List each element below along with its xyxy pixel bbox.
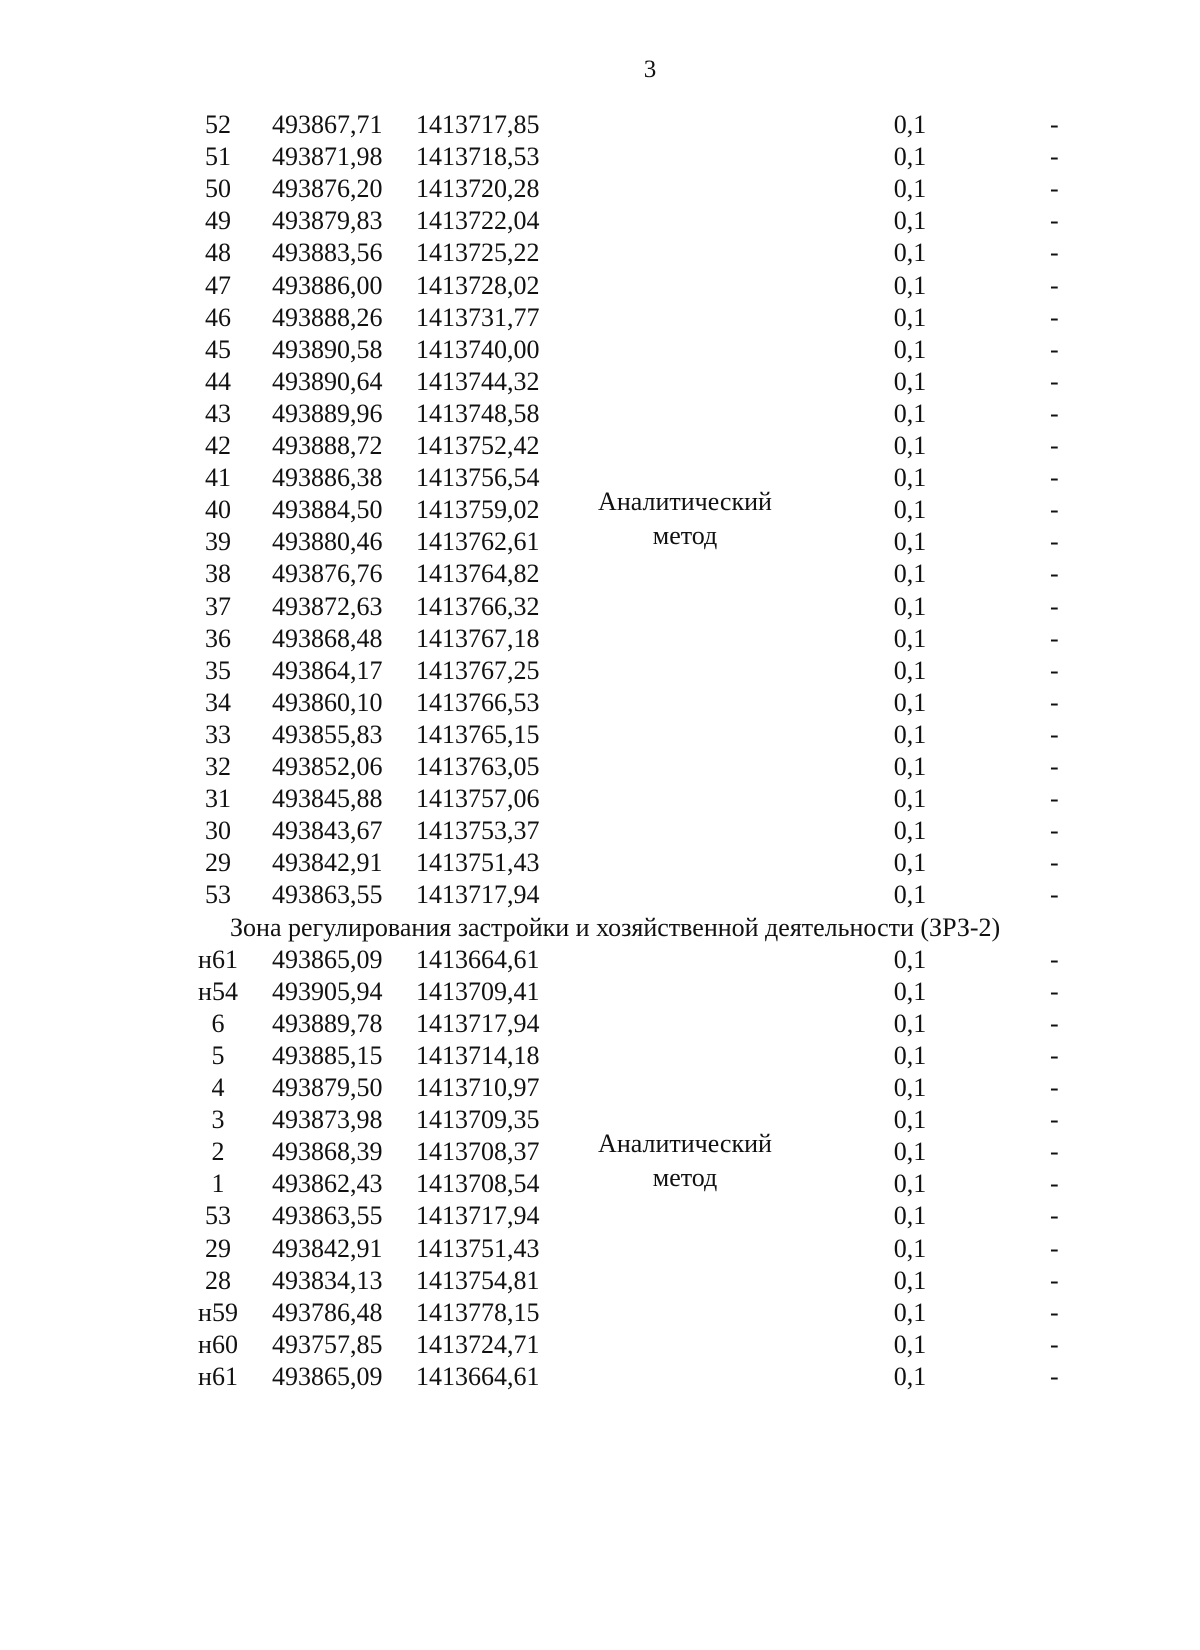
accuracy-value: 0,1: [893, 848, 927, 878]
dash-cell: -: [1050, 752, 1059, 781]
dash-cell: -: [1050, 1137, 1059, 1167]
dash-cell: -: [1050, 142, 1059, 172]
point-id: 41: [205, 463, 231, 493]
table-row: [0, 1360, 1200, 1394]
coord-y: 1413717,94: [416, 880, 540, 910]
point-id: 31: [205, 784, 231, 814]
accuracy-value: 0,1: [893, 1297, 927, 1327]
coord-y: 1413754,81: [416, 1265, 540, 1295]
dash-cell: -: [1050, 880, 1059, 910]
coord-y: 1413766,32: [416, 591, 540, 621]
coord-x: 493885,15: [272, 1040, 383, 1070]
coord-y: 1413757,06: [416, 784, 540, 814]
coord-x: 493867,71: [272, 110, 383, 139]
table-row: [0, 204, 1200, 238]
coord-x: 493873,98: [272, 1105, 383, 1135]
coord-x: 493905,94: [272, 976, 383, 1006]
point-id: 48: [205, 238, 231, 268]
table-row: [0, 333, 1200, 367]
accuracy-value: 0,1: [893, 1329, 927, 1359]
table-row: [0, 814, 1200, 848]
dash-cell: -: [1050, 238, 1059, 268]
accuracy-value: 0,1: [893, 687, 927, 717]
coord-x: 493889,78: [272, 1008, 383, 1038]
accuracy-value: 0,1: [893, 238, 927, 268]
table-row: [0, 846, 1200, 880]
coord-x: 493880,46: [272, 527, 383, 557]
accuracy-value: 0,1: [893, 880, 927, 910]
table-row: [0, 397, 1200, 431]
point-id: 30: [205, 816, 231, 846]
coord-y: 1413744,32: [416, 366, 540, 396]
coord-y: 1413752,42: [416, 431, 540, 460]
accuracy-value: 0,1: [893, 1169, 927, 1199]
point-id: 38: [205, 559, 231, 589]
method-line-2: метод: [652, 1163, 718, 1193]
dash-cell: -: [1050, 1169, 1059, 1199]
dash-cell: -: [1050, 302, 1059, 332]
point-id: 47: [205, 270, 231, 300]
dash-cell: -: [1050, 431, 1059, 460]
accuracy-value: 0,1: [893, 1008, 927, 1038]
dash-cell: -: [1050, 110, 1059, 139]
coord-y: 1413759,02: [416, 495, 540, 525]
coord-y: 1413762,61: [416, 527, 540, 557]
point-id: 29: [205, 1233, 231, 1263]
coord-y: 1413740,00: [416, 334, 540, 364]
dash-cell: -: [1050, 174, 1059, 204]
coord-x: 493883,56: [272, 238, 383, 268]
accuracy-value: 0,1: [893, 527, 927, 557]
dash-cell: -: [1050, 1361, 1059, 1391]
point-id: н61: [198, 944, 238, 974]
dash-cell: -: [1050, 1233, 1059, 1263]
dash-cell: -: [1050, 655, 1059, 685]
dash-cell: -: [1050, 334, 1059, 364]
coord-y: 1413753,37: [416, 816, 540, 846]
table-row: [0, 365, 1200, 399]
coord-x: 493855,83: [272, 719, 383, 749]
dash-cell: -: [1050, 784, 1059, 814]
coord-y: 1413709,35: [416, 1105, 540, 1135]
point-id: 49: [205, 206, 231, 236]
accuracy-value: 0,1: [893, 463, 927, 493]
table-row: [0, 1135, 1200, 1169]
table-row: [0, 878, 1200, 912]
point-id: 33: [205, 719, 231, 749]
coord-y: 1413717,85: [416, 110, 540, 139]
dash-cell: -: [1050, 270, 1059, 300]
table-row: [0, 493, 1200, 527]
point-id: 4: [211, 1073, 225, 1102]
accuracy-value: 0,1: [893, 334, 927, 364]
point-id: 43: [205, 398, 231, 428]
section-title: Зона регулирования застройки и хозяйственной деятельности (ЗРЗ-2): [230, 912, 1001, 942]
coord-x: 493842,91: [272, 848, 383, 878]
dash-cell: -: [1050, 366, 1059, 396]
accuracy-value: 0,1: [893, 816, 927, 846]
table-row: [0, 654, 1200, 688]
coord-x: 493860,10: [272, 687, 383, 717]
accuracy-value: 0,1: [893, 1073, 927, 1102]
coord-x: 493786,48: [272, 1297, 383, 1327]
coord-x: 493890,58: [272, 334, 383, 364]
dash-cell: -: [1050, 495, 1059, 525]
dash-cell: -: [1050, 527, 1059, 557]
point-id: 36: [205, 623, 231, 653]
coord-y: 1413718,53: [416, 142, 540, 172]
point-id: 28: [205, 1265, 231, 1295]
accuracy-value: 0,1: [893, 495, 927, 525]
point-id: 6: [211, 1008, 225, 1038]
accuracy-value: 0,1: [893, 559, 927, 589]
table-row: [0, 782, 1200, 816]
table-row: [0, 750, 1200, 784]
table-row: [0, 557, 1200, 591]
coord-x: 493871,98: [272, 142, 383, 172]
coord-x: 493884,50: [272, 495, 383, 525]
coord-x: 493889,96: [272, 398, 383, 428]
coord-y: 1413708,37: [416, 1137, 540, 1167]
accuracy-value: 0,1: [893, 944, 927, 974]
accuracy-value: 0,1: [893, 206, 927, 236]
table-row: [0, 1296, 1200, 1330]
accuracy-value: 0,1: [893, 1201, 927, 1231]
table-row: [0, 718, 1200, 752]
method-line-1: Аналитический: [598, 487, 772, 517]
dash-cell: -: [1050, 719, 1059, 749]
point-id: н54: [198, 976, 238, 1006]
point-id: 53: [205, 880, 231, 910]
coord-x: 493886,00: [272, 270, 383, 300]
coord-x: 493888,72: [272, 431, 383, 460]
table-row: [0, 975, 1200, 1009]
coord-y: 1413717,94: [416, 1201, 540, 1231]
point-id: 45: [205, 334, 231, 364]
point-id: 2: [211, 1137, 225, 1167]
dash-cell: -: [1050, 687, 1059, 717]
coord-y: 1413731,77: [416, 302, 540, 332]
accuracy-value: 0,1: [893, 1137, 927, 1167]
point-id: 52: [205, 110, 231, 139]
coord-x: 493852,06: [272, 752, 383, 781]
dash-cell: -: [1050, 623, 1059, 653]
table-row: [0, 1199, 1200, 1233]
point-id: 1: [211, 1169, 225, 1199]
coord-y: 1413778,15: [416, 1297, 540, 1327]
coord-x: 493864,17: [272, 655, 383, 685]
dash-cell: -: [1050, 1105, 1059, 1135]
point-id: 44: [205, 366, 231, 396]
table-row: [0, 301, 1200, 335]
point-id: 53: [205, 1201, 231, 1231]
coord-x: 493886,38: [272, 463, 383, 493]
coord-x: 493879,50: [272, 1073, 383, 1102]
dash-cell: -: [1050, 848, 1059, 878]
accuracy-value: 0,1: [893, 623, 927, 653]
method-line-2: метод: [652, 521, 718, 551]
accuracy-value: 0,1: [893, 719, 927, 749]
coord-y: 1413709,41: [416, 976, 540, 1006]
coord-x: 493865,09: [272, 1361, 383, 1391]
coord-y: 1413765,15: [416, 719, 540, 749]
dash-cell: -: [1050, 1297, 1059, 1327]
accuracy-value: 0,1: [893, 591, 927, 621]
table-row: [0, 1103, 1200, 1137]
table-row: [0, 1167, 1200, 1201]
point-id: н60: [198, 1329, 238, 1359]
point-id: 29: [205, 848, 231, 878]
coord-x: 493842,91: [272, 1233, 383, 1263]
coord-y: 1413708,54: [416, 1169, 540, 1199]
point-id: 51: [205, 142, 231, 172]
coord-x: 493863,55: [272, 880, 383, 910]
dash-cell: -: [1050, 1201, 1059, 1231]
point-id: 39: [205, 527, 231, 557]
coord-x: 493757,85: [272, 1329, 383, 1359]
coord-x: 493879,83: [272, 206, 383, 236]
table-row: [0, 1007, 1200, 1041]
table-row: [0, 108, 1200, 142]
coord-y: 1413714,18: [416, 1040, 540, 1070]
coord-x: 493868,39: [272, 1137, 383, 1167]
dash-cell: -: [1050, 463, 1059, 493]
coord-y: 1413748,58: [416, 398, 540, 428]
coord-x: 493834,13: [272, 1265, 383, 1295]
table-row: [0, 590, 1200, 624]
accuracy-value: 0,1: [893, 302, 927, 332]
point-id: н59: [198, 1297, 238, 1327]
accuracy-value: 0,1: [893, 1105, 927, 1135]
table-row: [0, 943, 1200, 977]
coord-x: 493863,55: [272, 1201, 383, 1231]
coord-y: 1413751,43: [416, 848, 540, 878]
coord-x: 493843,67: [272, 816, 383, 846]
point-id: 46: [205, 302, 231, 332]
table-row: [0, 140, 1200, 174]
dash-cell: -: [1050, 1329, 1059, 1359]
accuracy-value: 0,1: [893, 1265, 927, 1295]
accuracy-value: 0,1: [893, 1361, 927, 1391]
coord-y: 1413767,25: [416, 655, 540, 685]
point-id: 37: [205, 591, 231, 621]
accuracy-value: 0,1: [893, 270, 927, 300]
coord-x: 493872,63: [272, 591, 383, 621]
table-row: [0, 429, 1200, 463]
coord-x: 493862,43: [272, 1169, 383, 1199]
accuracy-value: 0,1: [893, 1233, 927, 1263]
table-row: [0, 461, 1200, 495]
table-row: [0, 1071, 1200, 1105]
table-row: [0, 1039, 1200, 1073]
coord-x: 493890,64: [272, 366, 383, 396]
accuracy-value: 0,1: [893, 366, 927, 396]
table-row: [0, 622, 1200, 656]
coord-x: 493845,88: [272, 784, 383, 814]
coord-y: 1413710,97: [416, 1073, 540, 1102]
point-id: 35: [205, 655, 231, 685]
coord-x: 493876,20: [272, 174, 383, 204]
table-row: [0, 236, 1200, 270]
coord-y: 1413720,28: [416, 174, 540, 204]
method-line-1: Аналитический: [598, 1129, 772, 1159]
dash-cell: -: [1050, 1008, 1059, 1038]
point-id: 5: [211, 1040, 225, 1070]
table-row: [0, 1264, 1200, 1298]
coord-y: 1413725,22: [416, 238, 540, 268]
point-id: 42: [205, 431, 231, 460]
table-row: [0, 686, 1200, 720]
accuracy-value: 0,1: [893, 142, 927, 172]
coord-x: 493865,09: [272, 944, 383, 974]
coord-y: 1413756,54: [416, 463, 540, 493]
dash-cell: -: [1050, 1040, 1059, 1070]
accuracy-value: 0,1: [893, 398, 927, 428]
coord-x: 493868,48: [272, 623, 383, 653]
accuracy-value: 0,1: [893, 1040, 927, 1070]
page-number: 3: [643, 56, 657, 83]
table-row: [0, 1232, 1200, 1266]
accuracy-value: 0,1: [893, 752, 927, 781]
dash-cell: -: [1050, 944, 1059, 974]
point-id: 34: [205, 687, 231, 717]
coord-y: 1413764,82: [416, 559, 540, 589]
coord-y: 1413766,53: [416, 687, 540, 717]
point-id: н61: [198, 1361, 238, 1391]
dash-cell: -: [1050, 1265, 1059, 1295]
table-row: [0, 172, 1200, 206]
coord-y: 1413664,61: [416, 944, 540, 974]
coord-y: 1413724,71: [416, 1329, 540, 1359]
dash-cell: -: [1050, 559, 1059, 589]
coord-y: 1413717,94: [416, 1008, 540, 1038]
coord-y: 1413751,43: [416, 1233, 540, 1263]
point-id: 32: [205, 752, 231, 781]
table-row: [0, 525, 1200, 559]
accuracy-value: 0,1: [893, 976, 927, 1006]
accuracy-value: 0,1: [893, 784, 927, 814]
dash-cell: -: [1050, 976, 1059, 1006]
coord-x: 493888,26: [272, 302, 383, 332]
coord-y: 1413722,04: [416, 206, 540, 236]
accuracy-value: 0,1: [893, 431, 927, 460]
coord-y: 1413763,05: [416, 752, 540, 781]
dash-cell: -: [1050, 206, 1059, 236]
table-row: [0, 269, 1200, 303]
accuracy-value: 0,1: [893, 110, 927, 139]
table-row: [0, 1328, 1200, 1362]
accuracy-value: 0,1: [893, 174, 927, 204]
dash-cell: -: [1050, 1073, 1059, 1102]
coord-x: 493876,76: [272, 559, 383, 589]
dash-cell: -: [1050, 398, 1059, 428]
dash-cell: -: [1050, 591, 1059, 621]
coord-y: 1413664,61: [416, 1361, 540, 1391]
point-id: 50: [205, 174, 231, 204]
dash-cell: -: [1050, 816, 1059, 846]
coord-y: 1413767,18: [416, 623, 540, 653]
accuracy-value: 0,1: [893, 655, 927, 685]
point-id: 3: [211, 1105, 225, 1135]
coord-y: 1413728,02: [416, 270, 540, 300]
point-id: 40: [205, 495, 231, 525]
